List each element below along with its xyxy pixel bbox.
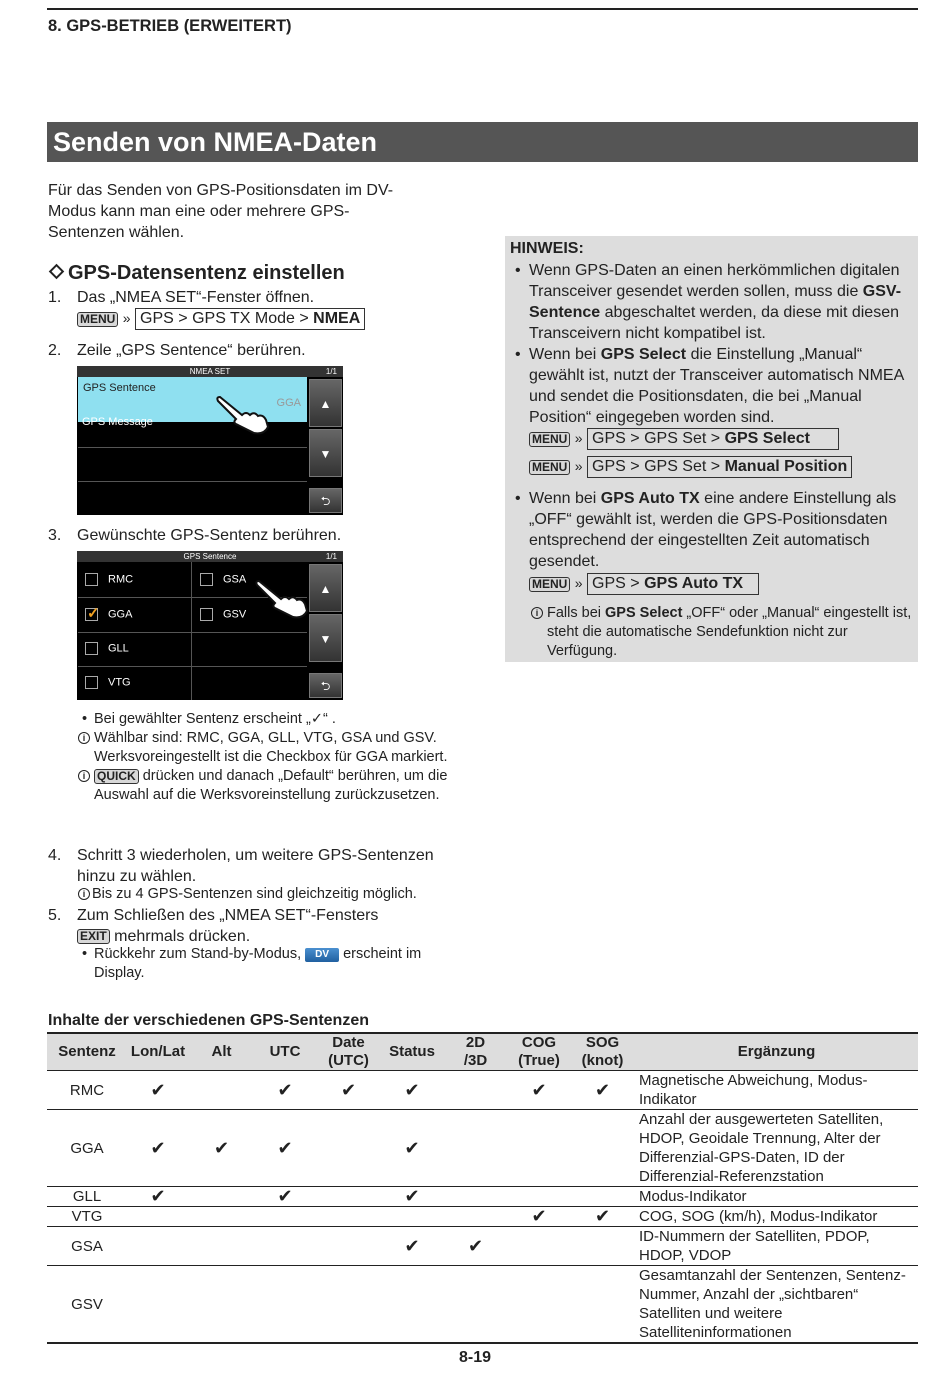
step-3: 3. Gewünschte GPS-Sentenz berühren. [48, 527, 342, 544]
step-1-path: MENU » GPS > GPS TX Mode > NMEA [77, 308, 365, 330]
table-header-row: Sentenz Lon/Lat Alt UTC Date (UTC) Status 2D /3D COG (True) SOG (knot) Ergänzung [47, 1033, 918, 1071]
chapter-header: 8. GPS-BETRIEB (ERWEITERT) [48, 17, 292, 35]
hinweis-bullet-3: • Wenn bei GPS Auto TX eine andere Einstellung als „OFF“ gewählt ist, werden die GPS-Positionsdaten entsprechend der eingestellten Zeit automatisch gesendet. [515, 490, 897, 570]
check-cell: ✔ [254, 1071, 316, 1110]
supplement-cell: Magnetische Abweichung, Modus-Indikator [635, 1071, 918, 1110]
supplement-cell: Gesamtanzahl der Sentenzen, Sentenz-Nummer, Anzahl der „sichtbaren“ Satelliten und weitere Satelliteninformationen [635, 1266, 918, 1344]
sentence-name: GLL [47, 1187, 127, 1207]
check-cell [570, 1266, 635, 1344]
checkbox-vtg[interactable]: VTG [85, 676, 131, 689]
check-cell: ✔ [316, 1071, 381, 1110]
check-cell: ✔ [127, 1187, 189, 1207]
check-cell [254, 1227, 316, 1266]
supplement-cell: Modus-Indikator [635, 1187, 918, 1207]
hinweis-path-gps-select: MENU » GPS > GPS Set > GPS Select [529, 428, 839, 450]
gps-sentence-screen [77, 551, 343, 700]
info-icon: i [78, 888, 90, 900]
check-cell [127, 1207, 189, 1227]
scroll-up-button[interactable]: ▲ [309, 564, 342, 612]
check-cell [443, 1207, 508, 1227]
gps-sentence-row[interactable]: GPS Sentence GGA [78, 377, 307, 422]
checkbox-gsa[interactable]: GSA [200, 573, 246, 586]
hinweis-bullet-2: • Wenn bei GPS Select die Einstellung „Manual“ gewählt ist, nutzt der Transceiver automatisch NMEA und sendet die Positionsdaten, die bei „Manual Position“ eingegeben worden sind. [515, 346, 904, 426]
check-cell: ✔ [381, 1071, 443, 1110]
screen-header: NMEA SET 1/1 [77, 366, 343, 377]
hinweis-title: HINWEIS: [510, 240, 584, 257]
sentence-name: RMC [47, 1071, 127, 1110]
supplement-cell: COG, SOG (km/h), Modus-Indikator [635, 1207, 918, 1227]
check-cell [254, 1207, 316, 1227]
check-cell: ✔ [254, 1187, 316, 1207]
check-cell [381, 1207, 443, 1227]
check-cell [508, 1227, 570, 1266]
gps-sentence-table [47, 1032, 918, 1344]
step-4-note: i Bis zu 4 GPS-Sentenzen sind gleichzeitig möglich. [78, 885, 417, 904]
check-cell: ✔ [127, 1071, 189, 1110]
table-row [47, 1227, 918, 1266]
check-cell [570, 1227, 635, 1266]
check-cell [189, 1071, 254, 1110]
table-row [47, 1187, 918, 1207]
note-check: • Bei gewählter Sentenz erscheint „✓“ . [82, 711, 336, 727]
section-heading: GPS-Datensentenz einstellen [48, 262, 345, 285]
check-cell [508, 1187, 570, 1207]
supplement-cell: Anzahl der ausgewerteten Satelliten, HDOP, Geoidale Trennung, Alter der Differenzial-GPS-Daten, ID der Differenzial-Referenzstation [635, 1110, 918, 1187]
step-5: 5. Zum Schließen des „NMEA SET“-Fensters [48, 907, 379, 924]
info-icon: i [78, 732, 90, 744]
check-cell: ✔ [443, 1227, 508, 1266]
step-3-notes [78, 710, 463, 805]
sentence-name: GGA [47, 1110, 127, 1187]
check-cell [570, 1110, 635, 1187]
check-cell: ✔ [127, 1110, 189, 1187]
supplement-cell: ID-Nummern der Satelliten, PDOP, HDOP, VDOP [635, 1227, 918, 1266]
sentence-name: GSV [47, 1266, 127, 1344]
check-cell [316, 1207, 381, 1227]
step-5-note: • Rückkehr zum Stand-by-Modus, DV erscheint im Display. [82, 946, 422, 981]
screen-header: GPS Sentence 1/1 [77, 551, 343, 562]
note-quick: i QUICK drücken und danach „Default“ berühren, um die Auswahl auf die Werksvoreinstellung zurückzusetzen. [78, 767, 463, 805]
check-cell [189, 1266, 254, 1344]
hinweis-bullet-1: • Wenn GPS-Daten an einen herkömmlichen digitalen Transceiver gesendet werden sollen, muss die GSV-Sentence abgeschaltet werden, da diese mit diesen Transceivern nicht kompatibel ist. [515, 262, 902, 342]
scroll-up-button[interactable]: ▲ [309, 379, 342, 427]
checkbox-gga[interactable]: ✓ GGA [87, 605, 133, 622]
note-selectable: i Wählbar sind: RMC, GGA, GLL, VTG, GSA und GSV. Werksvoreingestellt ist die Checkbox für GGA markiert. [78, 729, 463, 767]
check-cell [127, 1266, 189, 1344]
hand-pointer-icon [255, 573, 311, 619]
info-icon: i [78, 770, 90, 782]
check-cell: ✔ [254, 1110, 316, 1187]
check-cell: ✔ [381, 1110, 443, 1187]
scroll-down-button[interactable]: ▼ [309, 429, 342, 477]
check-cell [443, 1266, 508, 1344]
back-button[interactable]: ⮌ [309, 673, 342, 698]
check-cell [316, 1227, 381, 1266]
hinweis-path-manual-position: MENU » GPS > GPS Set > Manual Position [529, 456, 852, 478]
check-cell [570, 1187, 635, 1207]
table-title: Inhalte der verschiedenen GPS-Sentenzen [48, 1012, 369, 1029]
table-row [47, 1071, 918, 1110]
check-cell [381, 1266, 443, 1344]
checkbox-gsv[interactable]: GSV [200, 608, 246, 621]
sentence-name: VTG [47, 1207, 127, 1227]
dv-mode-icon: DV [305, 948, 339, 962]
check-cell: ✔ [189, 1110, 254, 1187]
check-cell [508, 1110, 570, 1187]
checkbox-rmc[interactable]: RMC [85, 573, 133, 586]
check-cell: ✔ [508, 1071, 570, 1110]
menu-path: GPS > GPS TX Mode > NMEA [135, 308, 365, 330]
sentence-name: GSA [47, 1227, 127, 1266]
table-row [47, 1110, 918, 1187]
check-cell: ✔ [570, 1207, 635, 1227]
intro-text: Für das Senden von GPS-Positionsdaten im DV-Modus kann man eine oder mehrere GPS-Sentenzen wählen. [48, 182, 394, 241]
check-cell: ✔ [381, 1227, 443, 1266]
check-cell [127, 1227, 189, 1266]
info-icon: i [531, 607, 543, 619]
diamond-icon [49, 264, 65, 280]
check-cell [316, 1110, 381, 1187]
gps-message-row[interactable]: GPS Message [82, 416, 153, 428]
step-4: 4. Schritt 3 wiederholen, um weitere GPS-Sentenzen hinzu zu wählen. [48, 847, 434, 885]
check-cell [189, 1227, 254, 1266]
hand-pointer-icon [216, 389, 272, 435]
check-cell: ✔ [570, 1071, 635, 1110]
check-cell [254, 1266, 316, 1344]
menu-key: MENU [77, 312, 118, 327]
step-5-line2: EXIT mehrmals drücken. [77, 926, 250, 947]
table-row [47, 1266, 918, 1344]
check-cell [443, 1187, 508, 1207]
check-cell [189, 1187, 254, 1207]
page-number: 8-19 [458, 1349, 492, 1366]
check-cell: ✔ [381, 1187, 443, 1207]
nmea-set-screen [77, 366, 343, 515]
check-cell [316, 1266, 381, 1344]
hinweis-path-auto-tx: MENU » GPS > GPS Auto TX [529, 573, 759, 595]
hinweis-info-note: i Falls bei GPS Select „OFF“ oder „Manual“ eingestellt ist, steht die automatische Sendefunktion nicht zur Verfügung. [531, 604, 916, 661]
table-row [47, 1207, 918, 1227]
quick-key: QUICK [94, 769, 139, 784]
top-rule [47, 8, 918, 10]
scroll-down-button[interactable]: ▼ [309, 614, 342, 662]
check-cell [443, 1110, 508, 1187]
check-cell [508, 1266, 570, 1344]
check-cell [316, 1187, 381, 1207]
back-button[interactable]: ⮌ [309, 488, 342, 513]
check-cell [189, 1207, 254, 1227]
step-1: 1. Das „NMEA SET“-Fenster öffnen. [48, 289, 315, 306]
checkbox-gll[interactable]: GLL [85, 642, 129, 655]
page-title: Senden von NMEA-Daten [47, 122, 918, 162]
hinweis-box [505, 236, 918, 662]
step-2: 2. Zeile „GPS Sentence“ berühren. [48, 342, 306, 359]
check-cell [443, 1071, 508, 1110]
check-cell: ✔ [508, 1207, 570, 1227]
exit-key: EXIT [77, 929, 110, 944]
